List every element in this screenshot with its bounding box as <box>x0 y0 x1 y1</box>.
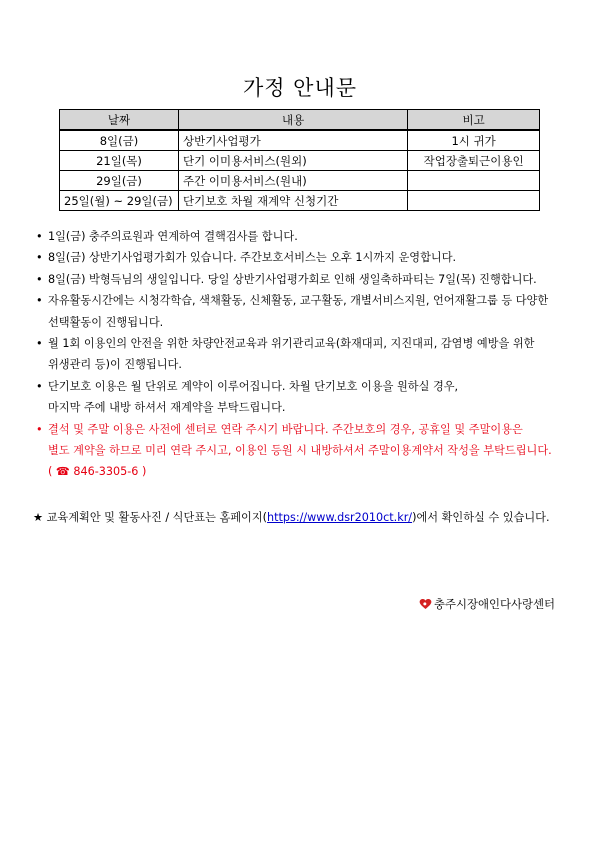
cell-date: 29일(금) <box>60 171 179 191</box>
notice-text-continued: 선택활동이 진행됩니다. <box>48 315 164 329</box>
schedule-table <box>59 109 540 211</box>
org-name: 충주시장애인다사랑센터 <box>434 597 556 611</box>
cell-content: 주간 이미용서비스(원내) <box>178 171 407 191</box>
notice-text-continued: 마지막 주에 내방 하셔서 재계약을 부탁드립니다. <box>48 401 286 415</box>
bullet: • <box>36 422 43 436</box>
bullet: • <box>36 251 43 265</box>
cell-date: 21일(목) <box>60 151 179 171</box>
cell-remark <box>408 191 540 211</box>
bullet: • <box>36 230 43 243</box>
header-date: 날짜 <box>60 110 179 131</box>
notice-list <box>36 226 581 483</box>
list-item <box>36 333 581 354</box>
list-item-important <box>36 419 581 440</box>
homepage-info-text: 교육계획안 및 활동사진 / 식단표는 홈페이지( <box>43 511 268 524</box>
notice-text-continued: 위생관리 등)이 진행됩니다. <box>48 358 182 372</box>
cell-remark <box>408 171 540 191</box>
bullet: • <box>36 379 43 393</box>
homepage-info <box>33 509 550 525</box>
document-title: 가정 안내문 <box>242 76 358 100</box>
header-content: 내용 <box>178 110 407 131</box>
notice-text: 8일(금) 박형득님의 생일입니다. 당일 상반기사업평가회로 인해 생일축하파티는 7일(목) 진행합니다. <box>48 272 537 286</box>
list-item <box>36 290 581 311</box>
table-row <box>60 191 540 211</box>
heart-logo-icon <box>419 598 432 611</box>
table-header-row <box>60 110 540 131</box>
notice-text: 월 1회 이용인의 안전을 위한 차량안전교육과 위기관리교육(화재대피, 지진대피, 감염병 예방을 위한 <box>48 337 535 351</box>
table-row <box>60 171 540 191</box>
notice-text: 결석 및 주말 이용은 사전에 센터로 연락 주시기 바랍니다. 주간보호의 경우, 공휴일 및 주말이용은 <box>48 422 523 436</box>
cell-content: 단기보호 차월 재계약 신청기간 <box>178 191 407 211</box>
table-row <box>60 151 540 171</box>
cell-remark: 작업장출퇴근이용인 <box>408 151 540 171</box>
notice-text-continued: 별도 계약을 하므로 미리 연락 주시고, 이용인 등원 시 내방하셔서 주말이용계약서 작성을 부탁드립니다. <box>48 444 552 458</box>
footer-org <box>419 596 555 612</box>
star-icon: ★ <box>33 511 44 524</box>
cell-content: 상반기사업평가 <box>178 130 407 151</box>
list-item <box>36 247 581 268</box>
homepage-link[interactable]: https://www.dsr2010ct.kr/ <box>267 511 413 524</box>
list-item <box>36 269 581 290</box>
notice-text: 자유활동시간에는 시청각학습, 색채활동, 신체활동, 교구활동, 개별서비스지원, 언어재활그룹 등 다양한 <box>48 294 549 308</box>
homepage-info-text-end: )에서 확인하실 수 있습니다. <box>412 511 550 524</box>
cell-remark: 1시 귀가 <box>408 130 540 151</box>
list-item <box>36 226 581 247</box>
bullet: • <box>36 294 43 308</box>
cell-date: 8일(금) <box>60 130 179 151</box>
header-remark: 비고 <box>408 110 540 131</box>
notice-text: 1일(금) 충주의료원과 연계하여 결핵검사를 합니다. <box>48 230 298 243</box>
notice-text: 단기보호 이용은 월 단위로 계약이 이루어집니다. 차월 단기보호 이용을 원하실 경우, <box>48 379 459 393</box>
notice-text: 8일(금) 상반기사업평가회가 있습니다. 주간보호서비스는 오후 1시까지 운영합니다. <box>48 251 457 265</box>
bullet: • <box>36 337 43 351</box>
list-item <box>36 376 581 397</box>
cell-content: 단기 이미용서비스(원외) <box>178 151 407 171</box>
table-row <box>60 130 540 151</box>
phone-number: ( ☎ 846-3305-6 ) <box>48 465 147 479</box>
bullet: • <box>36 272 43 286</box>
cell-date: 25일(월) ~ 29일(금) <box>60 191 179 211</box>
